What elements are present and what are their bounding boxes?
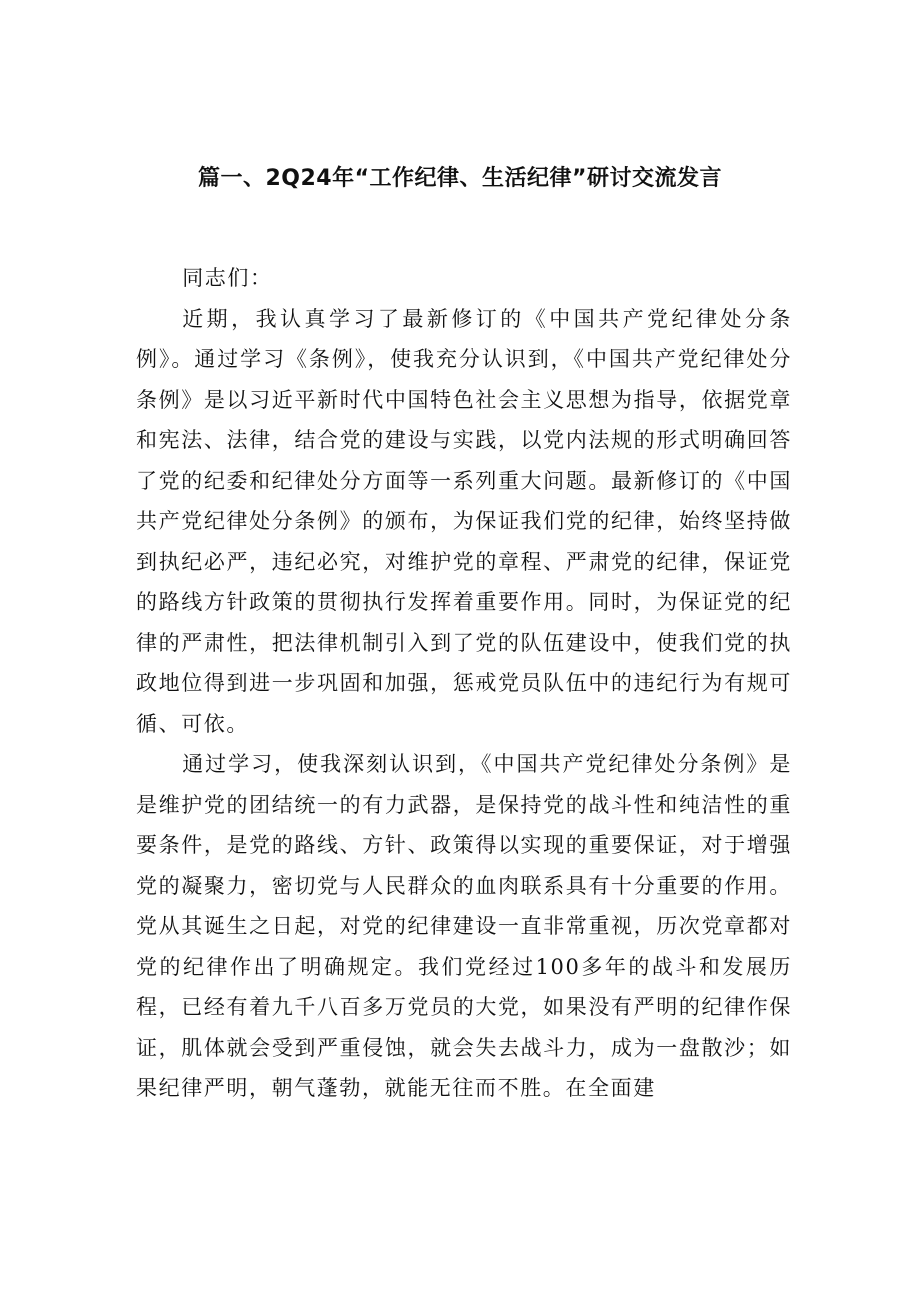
document-body bbox=[136, 258, 792, 1109]
salutation: 同志们： bbox=[182, 266, 273, 290]
paragraph-2: 通过学习，使我深刻认识到，《中国共产党纪律处分条例》是是维护党的团结统一的有力武器，是保持党的战斗性和纯洁性的重要条件，是党的路线、方针、政策得以实现的重要保证，对于增强党的凝聚力，密切党与人民群众的血肉联系具有十分重要的作用。党从其诞生之日起，对党的纪律建设一直非常重视，历次党章都对党的纪律作出了明确规定。我们党经过100多年的战斗和发展历程，已经有着九千八百多万党员的大党，如果没有严明的纪律作保证，肌体就会受到严重侵蚀，就会失去战斗力，成为一盘散沙；如果纪律严明，朝气蓬勃，就能无往而不胜。在全面建 bbox=[136, 752, 792, 1100]
paragraph-1: 近期，我认真学习了最新修订的《中国共产党纪律处分条例》。通过学习《条例》，使我充分认识到，《中国共产党纪律处分条例》是以习近平新时代中国特色社会主义思想为指导，依据党章和宪法、法律，结合党的建设与实践，以党内法规的形式明确回答了党的纪委和纪律处分方面等一系列重大问题。最新修订的《中国共产党纪律处分条例》的颁布，为保证我们党的纪律，始终坚持做到执纪必严，违纪必究，对维护党的章程、严肃党的纪律，保证党的路线方针政策的贯彻执行发挥着重要作用。同时，为保证党的纪律的严肃性，把法律机制引入到了党的队伍建设中，使我们党的执政地位得到进一步巩固和加强，惩戒党员队伍中的违纪行为有规可循、可依。 bbox=[136, 306, 792, 736]
document-title: 篇一、2Q24年“工作纪律、生活纪律”研讨交流发言 bbox=[197, 166, 723, 191]
